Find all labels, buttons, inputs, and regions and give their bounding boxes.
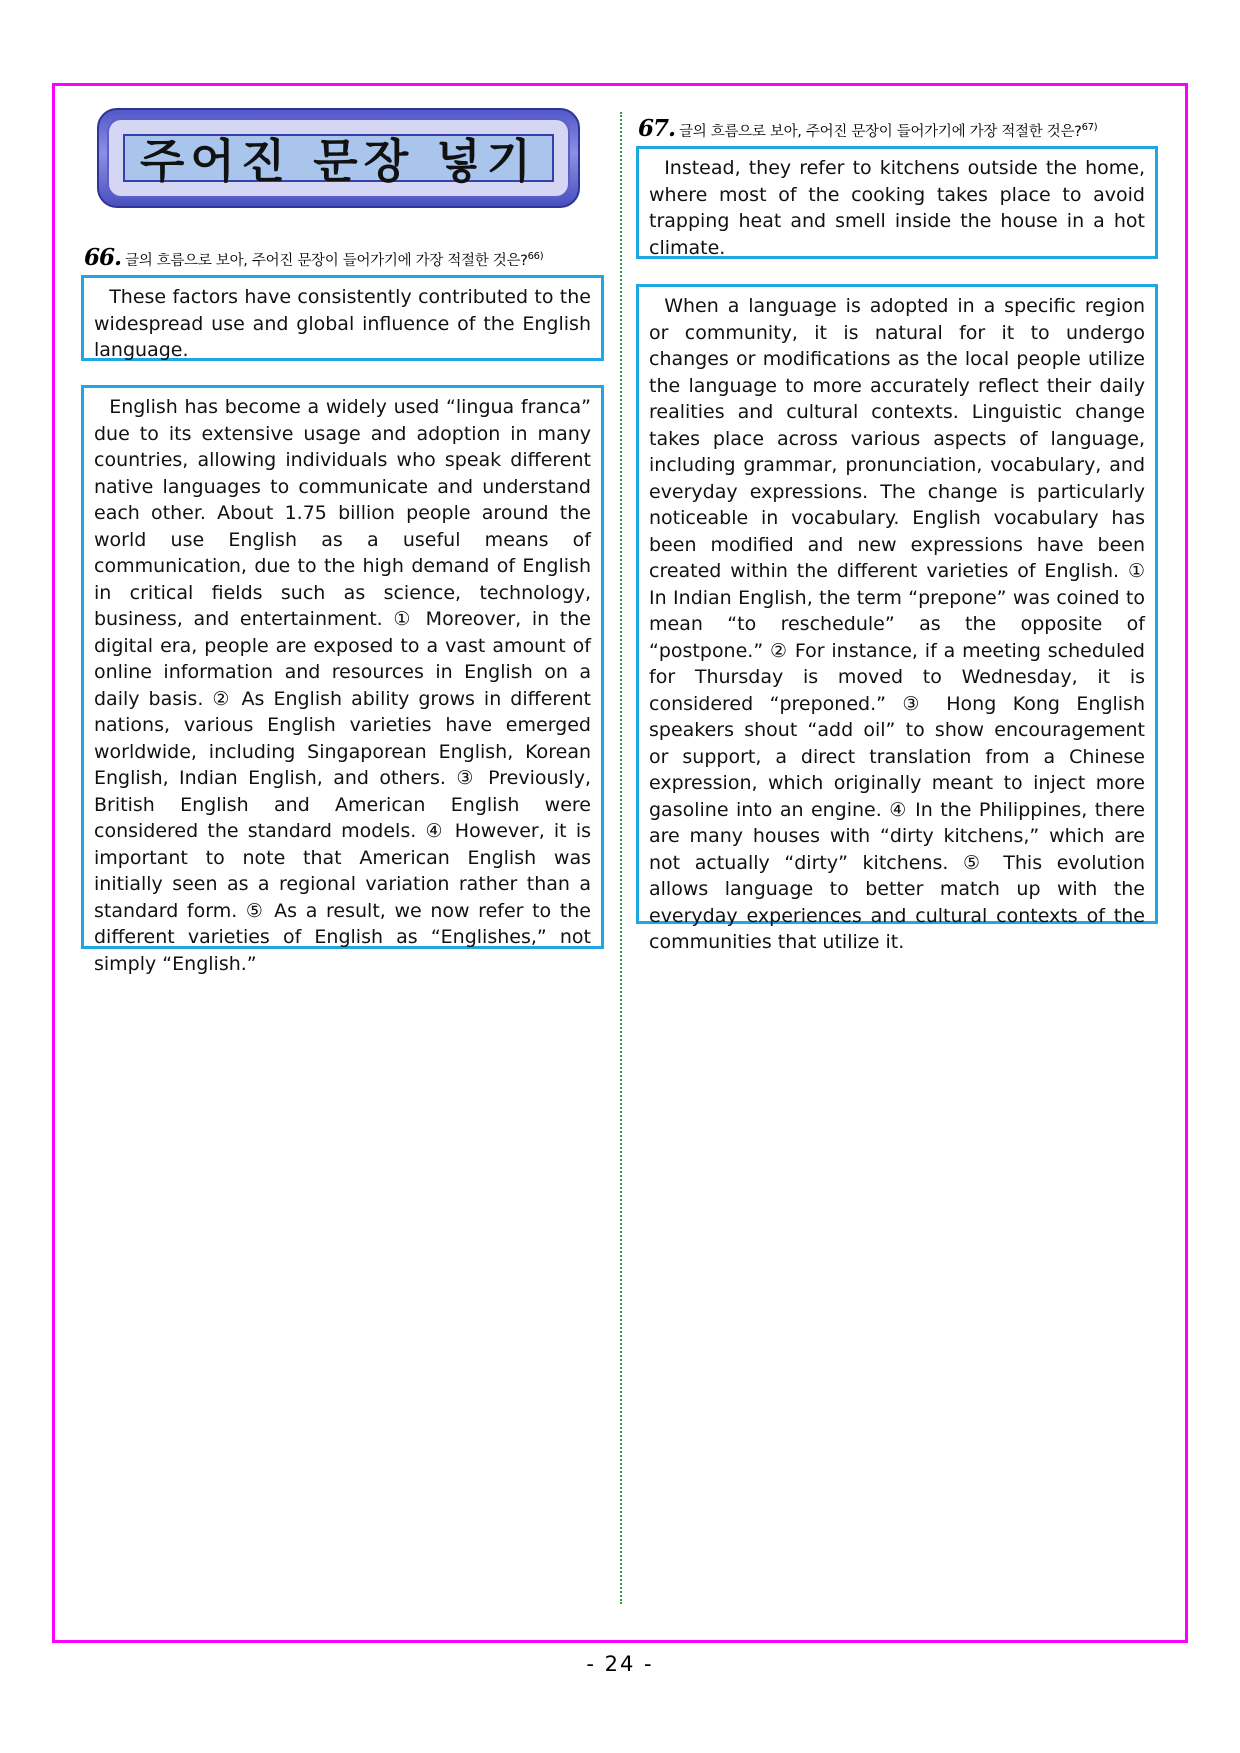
page-title: 주어진 문장 넣기 — [139, 134, 538, 188]
title-banner — [97, 108, 580, 208]
column-divider — [620, 112, 622, 1604]
given-sentence: Instead, they refer to kitchens outside the home, where most of the cooking takes place to avoid trapping heat and smell inside the house in a hot climate. — [649, 157, 1145, 259]
question-footnote: 66) — [527, 251, 544, 263]
passage-text: English has become a widely used “lingua franca” due to its extensive usage and adoption in many countries, allowing individuals who speak different native languages to communicate and understand each other. About 1.75 billion people around the world use English as a useful means of communication, due to the high demand of English in critical fields such as science, technology, business, and entertainment. ① Moreover, in the digital era, people are exposed to a vast amount of online information and resources in English on a daily basis. ② As English ability grows in different nations, various English varieties have emerged worldwide, including Singaporean English, Korean English, Indian English, and others. ③ Previously, British English and American English were considered the standard models. ④ However, it is important to note that American English was initially seen as a regional variation rather than a standard form. ⑤ As a result, we now refer to the different varieties of English as “Englishes,” not simply “English.” — [94, 396, 591, 975]
question-footnote: 67) — [1081, 122, 1098, 134]
question-number: 67. — [638, 115, 676, 142]
title-banner-frame — [107, 118, 570, 198]
passage-text: When a language is adopted in a specific region or community, it is natural for it to undergo changes or modifications as the local people utilize the language to more accurately reflect their daily realities and cultural contexts. Linguistic change takes place across various aspects of language, including grammar, pronunciation, vocabulary, and everyday expressions. The change is particularly noticeable in vocabulary. English vocabulary has been modified and new expressions have been created within the different varieties of English. ① In Indian English, the term “prepone” was coined to mean “to reschedule” as the opposite of “postpone.” ② For instance, if a meeting scheduled for Thursday is moved to Wednesday, it is considered “preponed.” ③ Hong Kong English speakers shout “add oil” to show encouragement or support, a direct translation from a Chinese expression, which originally meant to inject more gasoline into an engine. ④ In the Philippines, there are many houses with “dirty kitchens,” which are not actually “dirty” kitchens. ⑤ This evolution allows language to better match up with the everyday experiences and cultural contexts of the communities that utilize it. — [649, 295, 1145, 953]
question-prompt: 글의 흐름으로 보아, 주어진 문장이 들어가기에 가장 적절한 것은? — [679, 124, 1082, 140]
question-67-header — [638, 115, 1097, 142]
passage-box-66 — [81, 385, 604, 975]
passage-box-67 — [636, 284, 1158, 953]
title-banner-inner — [123, 134, 554, 188]
question-number: 66. — [84, 244, 122, 271]
question-prompt: 글의 흐름으로 보아, 주어진 문장이 들어가기에 가장 적절한 것은? — [125, 253, 528, 269]
page-number: - 24 - — [586, 1652, 654, 1676]
question-66-header — [84, 244, 543, 271]
given-sentence: These factors have consistently contributed to the widespread use and global influence of the English language. — [94, 286, 591, 361]
given-sentence-box-66 — [81, 275, 604, 361]
given-sentence-box-67 — [636, 146, 1158, 259]
